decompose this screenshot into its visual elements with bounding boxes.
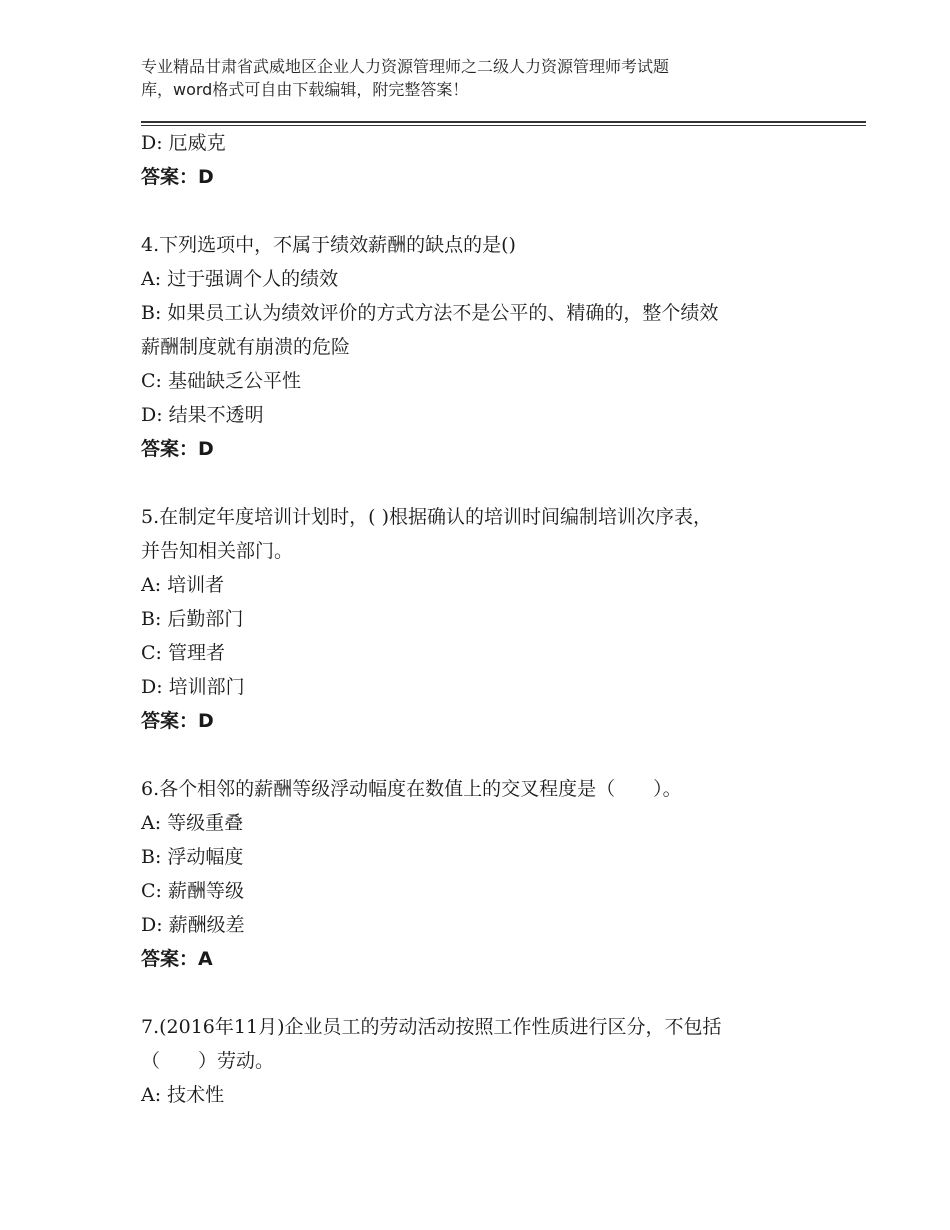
answer-line: 答案：D: [141, 710, 214, 732]
question-6: [141, 772, 821, 976]
spacer: [141, 738, 821, 772]
option-a: A: 过于强调个人的绩效: [141, 268, 339, 290]
answer-line: 答案：A: [141, 948, 213, 970]
option-c: C: 管理者: [141, 642, 225, 664]
option-b: B: 后勤部门: [141, 608, 244, 630]
answer-line: 答案：D: [141, 438, 214, 460]
answer-line: 答案：D: [141, 166, 214, 188]
question-list: [141, 126, 821, 1112]
option-d: D: 培训部门: [141, 676, 245, 698]
spacer: [141, 194, 821, 228]
option-d: D: 薪酬级差: [141, 914, 245, 936]
option-d: D: 结果不透明: [141, 404, 264, 426]
question-5: [141, 500, 821, 738]
option-a: A: 等级重叠: [141, 812, 244, 834]
option-b-continued: 薪酬制度就有崩溃的危险: [141, 336, 351, 358]
question-stem-continued: （ ）劳动。: [141, 1050, 275, 1072]
spacer: [141, 466, 821, 500]
question-stem: 5.在制定年度培训计划时，( )根据确认的培训时间编制培训次序表，: [141, 506, 712, 528]
question-7: [141, 1010, 821, 1112]
option-b: B: 浮动幅度: [141, 846, 244, 868]
option-d: D: 厄威克: [141, 132, 226, 154]
option-c: C: 基础缺乏公平性: [141, 370, 301, 392]
question-4: [141, 228, 821, 466]
document-header: [141, 55, 841, 101]
option-c: C: 薪酬等级: [141, 880, 244, 902]
header-rule-thick: [141, 121, 866, 123]
header-line-1: 专业精品甘肃省武威地区企业人力资源管理师之二级人力资源管理师考试题: [141, 57, 670, 76]
header-line-2: 库，word格式可自由下载编辑，附完整答案！: [141, 80, 469, 99]
question-stem: 7.(2016年11月)企业员工的劳动活动按照工作性质进行区分，不包括: [141, 1016, 722, 1038]
question-stem: 6.各个相邻的薪酬等级浮动幅度在数值上的交叉程度是（ ）。: [141, 778, 682, 800]
question-stem: 4.下列选项中，不属于绩效薪酬的缺点的是(): [141, 234, 516, 256]
option-a: A: 技术性: [141, 1084, 225, 1106]
option-b: B: 如果员工认为绩效评价的方式方法不是公平的、精确的，整个绩效: [141, 302, 719, 324]
option-a: A: 培训者: [141, 574, 225, 596]
question-stem-continued: 并告知相关部门。: [141, 540, 294, 562]
spacer: [141, 976, 821, 1010]
